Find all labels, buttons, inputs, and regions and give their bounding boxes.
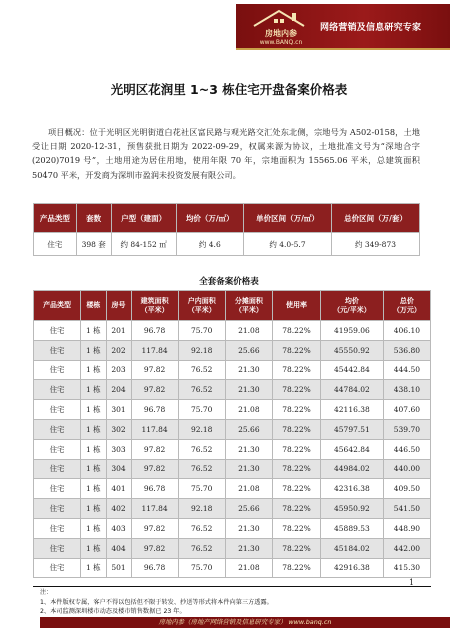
house-logo-icon xyxy=(250,8,308,28)
table-cell: 96.78 xyxy=(131,479,178,499)
table-cell: 78.22% xyxy=(272,558,320,578)
price-table-header-cell: 均价 （元/平米） xyxy=(321,291,384,321)
table-cell: 45889.53 xyxy=(321,518,384,538)
summary-cell: 约 4.0-5.7 xyxy=(243,233,331,256)
table-cell: 21.08 xyxy=(225,400,272,420)
table-cell: 45950.92 xyxy=(321,499,384,519)
summary-cell: 398 套 xyxy=(76,233,111,256)
table-row xyxy=(34,518,431,538)
table-cell: 92.18 xyxy=(178,499,225,519)
summary-cell: 约 4.6 xyxy=(176,233,243,256)
table-cell: 448.90 xyxy=(383,518,430,538)
table-cell: 97.82 xyxy=(131,439,178,459)
table-row xyxy=(34,479,431,499)
table-cell: 住宅 xyxy=(34,459,81,479)
table-cell: 42316.38 xyxy=(321,479,384,499)
table-cell: 21.30 xyxy=(225,459,272,479)
table-cell: 96.78 xyxy=(131,321,178,341)
table-cell: 1 栋 xyxy=(81,558,106,578)
price-table-header-cell: 楼栋 xyxy=(81,291,106,321)
table-cell: 92.18 xyxy=(178,340,225,360)
price-table-header-cell: 分摊面积 （平米） xyxy=(225,291,272,321)
table-cell: 75.70 xyxy=(178,479,225,499)
table-cell: 76.52 xyxy=(178,439,225,459)
summary-header-cell: 均价（万/㎡） xyxy=(176,204,243,233)
table-cell: 21.08 xyxy=(225,321,272,341)
table-cell: 117.84 xyxy=(131,419,178,439)
table-cell: 25.66 xyxy=(225,499,272,519)
table-cell: 303 xyxy=(106,439,131,459)
note-item: 2、本司监测深圳楼市动态及楼市销售数据已 23 年。 xyxy=(40,608,186,615)
table-cell: 96.78 xyxy=(131,400,178,420)
table-cell: 21.30 xyxy=(225,439,272,459)
page-number: 1 xyxy=(409,578,415,587)
table-cell: 78.22% xyxy=(272,419,320,439)
table-cell: 42116.38 xyxy=(321,400,384,420)
table-cell: 住宅 xyxy=(34,439,81,459)
table-cell: 76.52 xyxy=(178,380,225,400)
table-cell: 78.22% xyxy=(272,459,320,479)
table-cell: 住宅 xyxy=(34,499,81,519)
footer-divider xyxy=(33,586,431,587)
table-row xyxy=(34,400,431,420)
table-cell: 97.82 xyxy=(131,360,178,380)
price-table-header-cell: 建筑面积 （平米） xyxy=(131,291,178,321)
table-cell: 1 栋 xyxy=(81,321,106,341)
brand-slogan: 网络营销及信息研究专家 xyxy=(320,23,422,33)
table-cell: 541.50 xyxy=(383,499,430,519)
summary-header-row xyxy=(34,204,420,233)
table-cell: 438.10 xyxy=(383,380,430,400)
table-cell: 44784.02 xyxy=(321,380,384,400)
table-cell: 45184.02 xyxy=(321,538,384,558)
summary-header-cell: 单价区间（万/㎡） xyxy=(243,204,331,233)
table-cell: 45797.51 xyxy=(321,419,384,439)
table-cell: 539.70 xyxy=(383,419,430,439)
table-cell: 415.30 xyxy=(383,558,430,578)
table-cell: 96.78 xyxy=(131,558,178,578)
table-cell: 401 xyxy=(106,479,131,499)
table-row xyxy=(34,360,431,380)
table-cell: 21.30 xyxy=(225,360,272,380)
brand-logo xyxy=(240,8,318,44)
table-cell: 41959.06 xyxy=(321,321,384,341)
table-cell: 78.22% xyxy=(272,321,320,341)
footer-bar: 房地内参（房地产网络营销及信息研究专家） www.banq.cn xyxy=(40,617,450,628)
summary-row xyxy=(34,233,420,256)
table-cell: 78.22% xyxy=(272,518,320,538)
table-cell: 204 xyxy=(106,380,131,400)
table-row xyxy=(34,499,431,519)
table-cell: 97.82 xyxy=(131,518,178,538)
table-cell: 21.08 xyxy=(225,479,272,499)
brand-name: 房地内参 xyxy=(265,28,297,38)
price-table-header-cell: 户内面积 （平米） xyxy=(178,291,225,321)
note-item: 1、本件版权专属，客户不得以包括但不限于转发、抄送等形式将本件向第三方透露。 xyxy=(40,598,273,606)
footer-notes xyxy=(40,588,430,617)
table-cell: 78.22% xyxy=(272,538,320,558)
table-cell: 76.52 xyxy=(178,538,225,558)
table-cell: 住宅 xyxy=(34,419,81,439)
table-cell: 78.22% xyxy=(272,439,320,459)
table-cell: 住宅 xyxy=(34,340,81,360)
table-cell: 1 栋 xyxy=(81,439,106,459)
table-cell: 住宅 xyxy=(34,321,81,341)
price-table-header-cell: 总价 （万元） xyxy=(383,291,430,321)
table-row xyxy=(34,459,431,479)
table-cell: 住宅 xyxy=(34,558,81,578)
table-cell: 117.84 xyxy=(131,499,178,519)
table-row xyxy=(34,558,431,578)
table-cell: 住宅 xyxy=(34,360,81,380)
table-cell: 21.30 xyxy=(225,538,272,558)
table-cell: 75.70 xyxy=(178,400,225,420)
table-cell: 1 栋 xyxy=(81,499,106,519)
summary-header-cell: 总价区间（万/套） xyxy=(331,204,419,233)
table-cell: 201 xyxy=(106,321,131,341)
table-cell: 1 栋 xyxy=(81,538,106,558)
summary-cell: 约 349-873 xyxy=(331,233,419,256)
summary-header-cell: 户型（建面） xyxy=(111,204,176,233)
table-cell: 403 xyxy=(106,518,131,538)
table-cell: 404 xyxy=(106,538,131,558)
table-row xyxy=(34,340,431,360)
table-cell: 97.82 xyxy=(131,538,178,558)
table-cell: 78.22% xyxy=(272,479,320,499)
table-cell: 78.22% xyxy=(272,360,320,380)
table-cell: 203 xyxy=(106,360,131,380)
table-cell: 住宅 xyxy=(34,518,81,538)
table-cell: 21.30 xyxy=(225,518,272,538)
table-cell: 1 栋 xyxy=(81,479,106,499)
table-cell: 402 xyxy=(106,499,131,519)
full-table-title: 全套备案价格表 xyxy=(199,277,259,287)
table-cell: 92.18 xyxy=(178,419,225,439)
table-cell: 501 xyxy=(106,558,131,578)
price-table-header-cell: 产品类型 xyxy=(34,291,81,321)
table-cell: 1 栋 xyxy=(81,419,106,439)
table-cell: 1 栋 xyxy=(81,400,106,420)
table-cell: 409.50 xyxy=(383,479,430,499)
table-cell: 440.00 xyxy=(383,459,430,479)
summary-cell: 住宅 xyxy=(34,233,77,256)
table-cell: 301 xyxy=(106,400,131,420)
table-cell: 444.50 xyxy=(383,360,430,380)
summary-header-cell: 套数 xyxy=(76,204,111,233)
table-cell: 97.82 xyxy=(131,380,178,400)
table-cell: 25.66 xyxy=(225,340,272,360)
price-table-header-cell: 使用率 xyxy=(272,291,320,321)
price-table xyxy=(33,290,431,578)
table-cell: 97.82 xyxy=(131,459,178,479)
page-title: 光明区花润里 1~3 栋住宅开盘备案价格表 xyxy=(110,82,348,97)
table-cell: 76.52 xyxy=(178,459,225,479)
table-cell: 302 xyxy=(106,419,131,439)
table-cell: 44984.02 xyxy=(321,459,384,479)
table-cell: 536.80 xyxy=(383,340,430,360)
table-row xyxy=(34,439,431,459)
table-cell: 446.50 xyxy=(383,439,430,459)
summary-header-cell: 产品类型 xyxy=(34,204,77,233)
price-table-header-row xyxy=(34,291,431,321)
table-cell: 1 栋 xyxy=(81,340,106,360)
table-cell: 442.00 xyxy=(383,538,430,558)
table-cell: 1 栋 xyxy=(81,360,106,380)
table-cell: 21.08 xyxy=(225,558,272,578)
header-banner xyxy=(236,4,450,50)
table-cell: 45642.84 xyxy=(321,439,384,459)
table-cell: 304 xyxy=(106,459,131,479)
table-cell: 住宅 xyxy=(34,400,81,420)
table-cell: 42916.38 xyxy=(321,558,384,578)
table-cell: 1 栋 xyxy=(81,459,106,479)
table-cell: 住宅 xyxy=(34,538,81,558)
brand-url: www.BANQ.cn xyxy=(259,39,303,46)
table-cell: 住宅 xyxy=(34,479,81,499)
table-cell: 76.52 xyxy=(178,360,225,380)
table-cell: 1 栋 xyxy=(81,518,106,538)
table-cell: 407.60 xyxy=(383,400,430,420)
table-cell: 25.66 xyxy=(225,419,272,439)
table-cell: 21.30 xyxy=(225,380,272,400)
table-row xyxy=(34,321,431,341)
table-row xyxy=(34,419,431,439)
table-cell: 78.22% xyxy=(272,400,320,420)
table-cell: 45550.92 xyxy=(321,340,384,360)
table-cell: 75.70 xyxy=(178,321,225,341)
table-row xyxy=(34,380,431,400)
table-cell: 78.22% xyxy=(272,499,320,519)
summary-cell: 约 84-152 ㎡ xyxy=(111,233,176,256)
table-cell: 117.84 xyxy=(131,340,178,360)
table-cell: 78.22% xyxy=(272,340,320,360)
table-cell: 45442.84 xyxy=(321,360,384,380)
table-cell: 78.22% xyxy=(272,380,320,400)
table-cell: 406.10 xyxy=(383,321,430,341)
price-table-header-cell: 房号 xyxy=(106,291,131,321)
notes-heading: 注： xyxy=(40,589,53,596)
project-overview: 项目概况：位于光明区光明街道白花社区富民路与观光路交汇处东北侧，宗地号为 A502-0158，土地受让日期 2020-12-31，预售获批日期为 2022-09-29，权属来源为协议，土地批准文号为“深地合字(2020)7019 号”，土地用途为居住用地，使用年限 70 年，宗地面积为 15565.06 平米，总建筑面积 50470 平米，开发商为深圳市盈润未投资发展有限公司。 xyxy=(32,127,420,180)
table-row xyxy=(34,538,431,558)
table-cell: 住宅 xyxy=(34,380,81,400)
table-cell: 76.52 xyxy=(178,518,225,538)
table-cell: 1 栋 xyxy=(81,380,106,400)
table-cell: 202 xyxy=(106,340,131,360)
table-cell: 75.70 xyxy=(178,558,225,578)
summary-table xyxy=(33,203,420,256)
